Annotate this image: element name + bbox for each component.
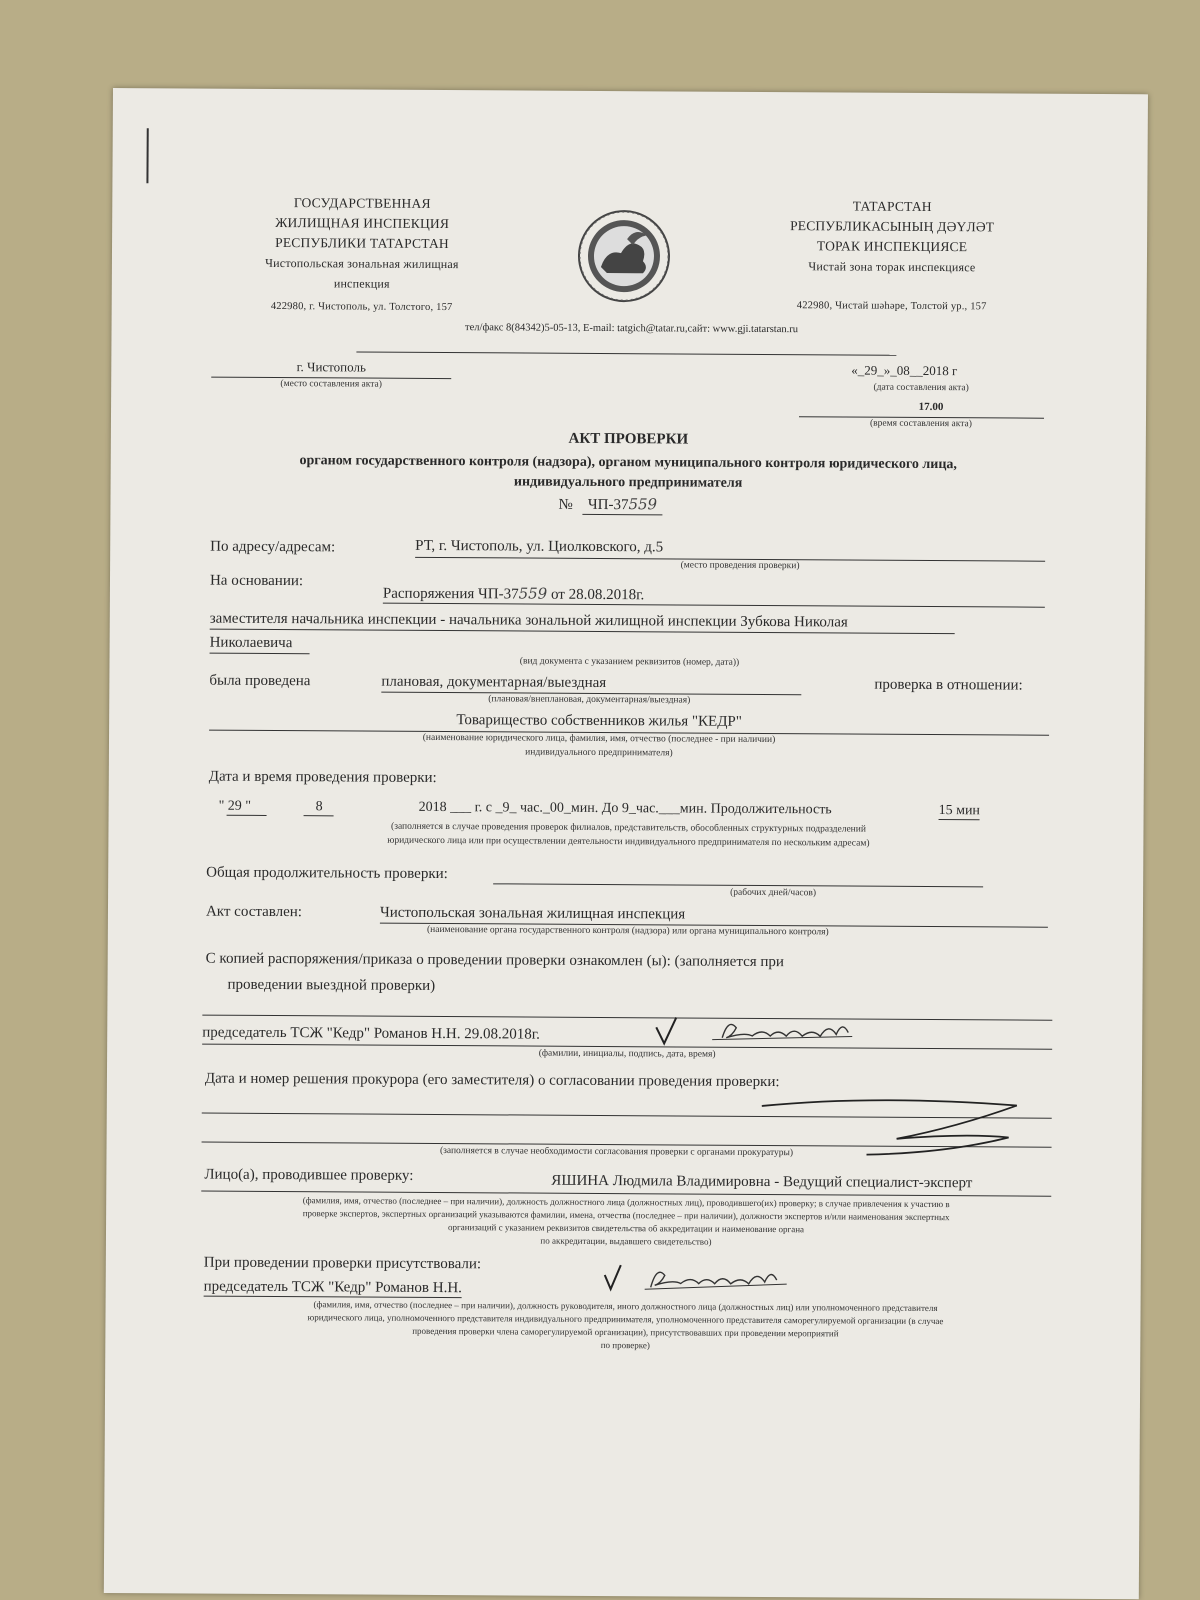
header-right <box>742 196 1043 318</box>
datetime-day-line <box>227 815 267 816</box>
basis-line <box>383 603 1045 608</box>
act-number-handwritten: 559 <box>628 495 658 514</box>
inspector-caption-2: проверке экспертов, экспертных организаций указываются фамилии, имена, отчества (последнее – при наличии), должности экспертов и/или наименования экспертных <box>302 1208 950 1223</box>
present-label: При проведении проверки присутствовали: <box>203 1254 482 1273</box>
contacts: тел/факс 8(84342)5-05-13, E-mail: tatgich@tatar.ru,сайт: www.gji.tatarstan.ru <box>465 322 799 336</box>
present-caption-3: проведения проверки члена саморегулируемой организации), присутствовавших при проведении мероприятий <box>412 1325 839 1339</box>
total-duration-caption: (рабочих дней/часов) <box>730 887 817 899</box>
basis-caption: (вид документа с указанием реквизитов (номер, дата)) <box>519 656 740 668</box>
conducted-caption: (плановая/внеплановая, документарная/выездная) <box>488 694 691 706</box>
acquainted-signature-image <box>652 1013 862 1050</box>
acquainted-top-line <box>202 1015 1052 1021</box>
place-value: г. Чистополь <box>296 359 366 375</box>
inspector-label: Лицо(а), проводившее проверку: <box>204 1166 414 1184</box>
address-value: РТ, г. Чистополь, ул. Циолковского, д.5 <box>415 537 664 556</box>
total-duration-line <box>493 883 983 887</box>
datetime-day: " 29 " <box>218 798 252 814</box>
inspector-caption-4: по аккредитации, выдавшего свидетельство) <box>540 1235 712 1247</box>
margin-mark <box>146 128 148 183</box>
datetime-details: 2018 ___ г. с _9_ час._00_мин. До 9_час.___мин. Продолжительность <box>418 799 832 818</box>
datetime-label: Дата и время проведения проверки: <box>208 768 437 786</box>
subject-caption-1: (наименование юридического лица, фамилия, имя, отчество (последнее - при наличии) <box>422 732 776 746</box>
header-divider <box>356 351 896 355</box>
date-caption: (дата составления акта) <box>873 382 969 394</box>
conducted-value: плановая, документарная/выездная <box>381 673 607 692</box>
header-left-line: Чистопольская зональная жилищная <box>265 255 459 272</box>
act-number-value <box>582 495 662 515</box>
basis-label: На основании: <box>209 572 304 590</box>
header-right-line: Чистай зона торак инспекциясе <box>808 259 976 275</box>
header-right-line: ТАТАРСТАН <box>852 198 932 215</box>
prosecutor-label: Дата и номер решения прокурора (его заместителя) о согласовании проведения проверки: <box>204 1070 780 1091</box>
time-value: 17.00 <box>918 400 944 414</box>
total-duration-label: Общая продолжительность проверки: <box>206 864 448 883</box>
act-subtitle-2: индивидуального предпринимателя <box>513 474 743 491</box>
compiled-label: Акт составлен: <box>205 903 303 921</box>
basis-order-print: Распоряжения ЧП-37 <box>382 585 519 603</box>
acquainted-caption: (фамилии, инициалы, подпись, дата, время) <box>538 1048 716 1060</box>
act-number <box>558 495 662 516</box>
tatarstan-coat-of-arms-icon <box>577 209 673 305</box>
datetime-duration: 15 мин <box>938 803 980 819</box>
act-number-print: ЧП-37 <box>587 496 629 514</box>
present-caption-2: юридического лица, уполномоченного представителя индивидуального предпринимателя, уполномоченного представителя саморегулируемой организации (в случае <box>307 1312 944 1327</box>
header-left-address: 422980, г. Чистополь, ул. Толстого, 157 <box>270 300 453 314</box>
conducted-label: была проведена <box>209 672 311 690</box>
datetime-caption-1: (заполняется в случае проведения проверок филиалов, представительств, обособленных структурных подразделений <box>391 821 866 835</box>
acquainted-line-2: проведении выездной проверки) <box>227 976 436 994</box>
compiled-value: Чистопольская зональная жилищная инспекция <box>379 904 686 923</box>
header-left-line: инспекция <box>333 276 390 291</box>
header-left-line: РЕСПУБЛИКИ ТАТАРСТАН <box>275 234 449 252</box>
present-caption-4: по проверке) <box>600 1340 650 1351</box>
header-right-line: РЕСПУБЛИКАСЫНЫҢ ДӘҮЛӘТ <box>790 218 995 235</box>
subject-caption-2: индивидуального предпринимателя) <box>525 747 673 759</box>
header-left <box>212 193 513 319</box>
basis-order-handwritten: 559 <box>518 584 548 603</box>
datetime-caption-2: юридического лица или при осуществлении деятельности индивидуального предпринимателя по нескольким адресам) <box>387 835 870 849</box>
header-left-line: ЖИЛИЩНАЯ ИНСПЕКЦИЯ <box>275 214 450 232</box>
act-subtitle-1: органом государственного контроля (надзора), органом муниципального контроля юридического лица, <box>299 453 957 473</box>
basis-order-date: от 28.08.2018г. <box>547 586 645 604</box>
acquainted-value: председатель ТСЖ "Кедр" Романов Н.Н. 29.08.2018г. <box>202 1024 540 1043</box>
prosecutor-caption: (заполняется в случае необходимости согласования проверки с органами прокуратуры) <box>439 1146 794 1159</box>
present-caption-1: (фамилия, имя, отчество (последнее – при наличии), должность руководителя, иного должностного лица (должностных лиц) или уполномоченного представителя <box>313 1299 938 1314</box>
present-value: председатель ТСЖ "Кедр" Романов Н.Н. <box>203 1278 462 1297</box>
date-value: «_29_»_08__2018 г <box>851 362 958 379</box>
address-label: По адресу/адресам: <box>210 538 336 556</box>
present-signature-image <box>601 1259 801 1300</box>
place-caption: (место составления акта) <box>280 379 382 390</box>
basis-line-3: Николаевича <box>209 634 293 652</box>
datetime-month: 8 <box>315 799 323 815</box>
subject-value: Товарищество собственников жилья "КЕДР" <box>456 712 742 730</box>
inspector-value: ЯШИНА Людмила Владимировна - Ведущий специалист-эксперт <box>551 1172 973 1192</box>
header-right-line: ТОРАК ИНСПЕКЦИЯСЕ <box>816 238 968 255</box>
act-title: АКТ ПРОВЕРКИ <box>568 430 689 448</box>
acquainted-line-1: С копией распоряжения/приказа о проведении проверки ознакомлен (ы): (заполняется при <box>205 950 785 971</box>
conducted-suffix: проверка в отношении: <box>874 676 1023 694</box>
header-left-line: ГОСУДАРСТВЕННАЯ <box>293 195 431 211</box>
document-page <box>104 88 1148 1599</box>
compiled-caption: (наименование органа государственного контроля (надзора) или органа муниципального контроля) <box>426 924 829 938</box>
datetime-month-line <box>304 815 334 816</box>
inspector-caption-3: организаций с указанием реквизитов свидетельства об аккредитации и наименование органа <box>448 1222 805 1235</box>
header-right-address: 422980, Чистай шәһәре, Толстой ур., 157 <box>796 300 987 313</box>
basis-value <box>383 584 645 605</box>
basis-line-3-underline <box>210 653 310 655</box>
inspector-caption-1: (фамилия, имя, отчество (последнее – при наличии), должность должностного лица (должностных лиц), проводившего(их) проверку; в случае привлечения к участию в <box>302 1195 950 1210</box>
basis-line-2: заместителя начальника инспекции - начальника зональной жилищной инспекции Зубкова Николая <box>209 610 848 631</box>
time-caption: (время составления акта) <box>869 418 972 430</box>
address-caption: (место проведения проверки) <box>680 560 800 572</box>
act-number-prefix: № <box>558 496 573 513</box>
